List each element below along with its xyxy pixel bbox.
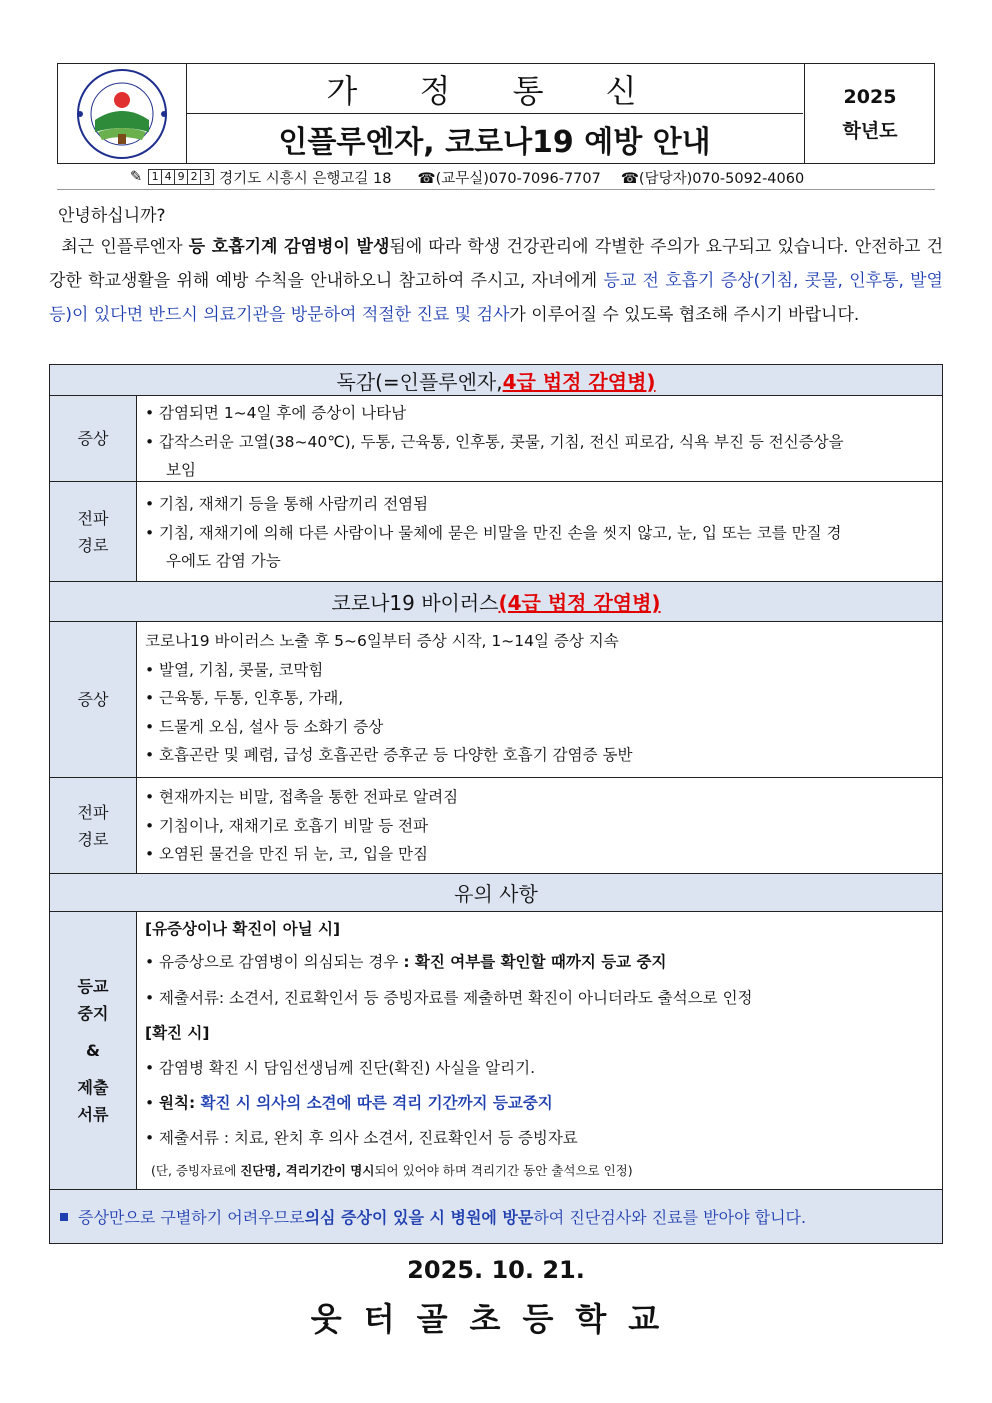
row-label	[50, 778, 137, 873]
list-item-blue: 확진 시 의사의 소견에 따른 격리 기간까지 등교중지	[200, 1094, 553, 1112]
intro-text: 됨에 따라 학생 건강관리에 각별한 주의가 요구되고 있습니다. 안전하고 건강한 학교생활을 위해 예방 수칙을 안내하오니 참고하여 주시고, 자녀에게	[49, 237, 944, 291]
office-phone: ☎(교무실)070-7096-7707	[417, 170, 601, 187]
list-item-continued: 보임	[166, 461, 196, 479]
covid-routes	[137, 778, 942, 873]
label-line: 경로	[77, 535, 109, 555]
year-suffix: 학년도	[842, 119, 898, 142]
school-logo	[58, 64, 187, 163]
covid-symptoms-row	[50, 621, 942, 777]
covid-symptoms	[137, 622, 942, 777]
sub-heading: [유증상이나 확진이 아닐 시]	[145, 920, 341, 938]
notice-bar	[50, 1189, 942, 1243]
row-label	[50, 482, 137, 581]
label-line: 중지	[77, 1004, 109, 1023]
label-line: 등교	[77, 977, 109, 996]
newsletter-title: 가 정 통 신	[186, 64, 803, 114]
zip-digit: 1	[148, 169, 162, 185]
list-item-text: 현재까지는 비말, 접촉을 통한 전파로 알려짐	[159, 788, 459, 806]
list-item: • 감염병 확진 시 담임선생님께 진단(확진) 사실을 알리기.	[145, 1059, 535, 1077]
intro-bold: 등 호흡기계 감염병이 발생	[188, 237, 390, 257]
list-item-text: 기침, 재채기에 의해 다른 사람이나 물체에 묻은 비말을 만진 손을 씻지 않고, 눈, 입 또는 코를 만질 경	[159, 523, 842, 542]
list-item-text: 호흡곤란 및 폐렴, 급성 호흡곤란 증후군 등 다양한 호흡기 감염증 동반	[159, 746, 633, 764]
notice-text: 증상만으로 구별하기 어려우므로	[78, 1208, 305, 1227]
intro-text: 최근 인플루엔자	[61, 237, 189, 257]
list-item: • 제출서류: 소견서, 진료확인서 등 증빙자료를 제출하면 확진이 아니더라도 출석으로 인정	[145, 989, 753, 1007]
list-item-text: 제출서류: 소견서, 진료확인서 등 증빙자료를 제출하면 확진이 아니더라도 출석으로 인정	[159, 989, 753, 1007]
zip-code	[148, 169, 213, 185]
label-line: 경로	[77, 829, 109, 849]
flu-symptoms-row	[50, 395, 942, 481]
label-line: &	[86, 1041, 100, 1060]
label-line: 전파	[77, 802, 109, 822]
covid-heading-text: 코로나19 바이러스	[331, 591, 499, 615]
list-item-bold: 원칙:	[159, 1094, 201, 1112]
list-item: • 기침, 재채기에 의해 다른 사람이나 물체에 묻은 비말을 만진 손을 씻지 않고, 눈, 입 또는 코를 만질 경	[145, 523, 842, 542]
staff-phone: ☎(담당자)070-5092-4060	[620, 170, 805, 187]
list-item: • 오염된 물건을 만진 뒤 눈, 코, 입을 만짐	[145, 845, 428, 863]
list-item: • 원칙: 확진 시 의사의 소견에 따른 격리 기간까지 등교중지	[145, 1094, 553, 1112]
caution-heading: 유의 사항	[50, 873, 942, 911]
address-line	[130, 166, 804, 188]
covid-heading	[50, 581, 942, 621]
list-item-continued: 우에도 감염 가능	[166, 552, 281, 570]
sub-heading: [확진 시]	[145, 1024, 210, 1042]
notice-text: 하여 진단검사와 진료를 받아야 합니다.	[533, 1208, 807, 1227]
flu-routes-row	[50, 481, 942, 581]
intro-text: 가 이루어질 수 있도록 협조해 주시기 바랍니다.	[509, 305, 860, 325]
zip-digit: 2	[187, 169, 201, 185]
zip-digit: 9	[174, 169, 188, 185]
covid-heading-red: (4급 법정 감염병)	[498, 591, 661, 615]
list-item-bold: : 확진 여부를 확인할 때까지 등교 중지	[403, 953, 667, 971]
document-title: 인플루엔자, 코로나19 예방 안내	[278, 124, 711, 160]
flu-heading-red: 4급 법정 감염병)	[502, 369, 656, 394]
list-item-text: 감염병 확진 시 담임선생님께 진단(확진) 사실을 알리기.	[159, 1059, 535, 1077]
row-label	[50, 912, 137, 1189]
footnote	[145, 1156, 934, 1186]
list-item: • 현재까지는 비말, 접촉을 통한 전파로 알려짐	[145, 788, 459, 806]
list-item-text: 근육통, 두통, 인후통, 가래,	[159, 689, 344, 707]
flu-symptoms	[137, 396, 942, 481]
list-item-text: 갑작스러운 고열(38~40℃), 두통, 근육통, 인후통, 콧물, 기침, 전신 피로감, 식욕 부진 등 전신증상을	[159, 432, 844, 451]
zip-digit: 3	[200, 169, 214, 185]
list-item: • 드물게 오심, 설사 등 소화기 증상	[145, 717, 384, 736]
symptoms-intro: 코로나19 바이러스 노출 후 5~6일부터 증상 시작, 1~14일 증상 지속	[145, 632, 619, 650]
list-item: • 근육통, 두통, 인후통, 가래,	[145, 689, 344, 707]
greeting: 안녕하십니까?	[58, 206, 166, 226]
covid-routes-row	[50, 777, 942, 873]
label-line: 서류	[77, 1105, 109, 1124]
list-item-text: 유증상으로 감염병이 의심되는 경우	[159, 953, 404, 971]
issue-date: 2025. 10. 21.	[407, 1256, 585, 1284]
list-item-text: 드물게 오심, 설사 등 소화기 증상	[159, 717, 384, 736]
header-box	[57, 63, 935, 164]
flu-heading	[50, 365, 942, 395]
row-label: 증상	[50, 622, 137, 777]
street-address: 경기도 시흥시 은행고길 18	[219, 170, 392, 187]
list-item: • 기침, 재채기 등을 통해 사람끼리 전염됨	[145, 495, 429, 513]
square-bullet-icon	[60, 1213, 68, 1221]
caution-row	[50, 911, 942, 1189]
list-item: • 기침이나, 재채기로 호흡기 비말 등 전파	[145, 816, 429, 835]
footnote-bold: 진단명, 격리기간이 명시	[240, 1163, 375, 1178]
label-line: 제출	[77, 1078, 109, 1097]
notice-bold: 의심 증상이 있을 시 병원에 방문	[304, 1208, 534, 1227]
list-item: • 갑작스러운 고열(38~40℃), 두통, 근육통, 인후통, 콧물, 기침, 전신 피로감, 식욕 부진 등 전신증상을	[145, 432, 844, 451]
list-item: • 유증상으로 감염병이 의심되는 경우 : 확진 여부를 확인할 때까지 등교 중지	[145, 953, 667, 971]
list-item-text: 기침이나, 재채기로 호흡기 비말 등 전파	[159, 816, 429, 835]
mail-icon: ✎	[130, 169, 143, 185]
list-item-text: 제출서류 : 치료, 완치 후 의사 소견서, 진료확인서 등 증빙자료	[159, 1129, 578, 1147]
list-item: • 호흡곤란 및 폐렴, 급성 호흡곤란 증후군 등 다양한 호흡기 감염증 동반	[145, 746, 633, 764]
year-number: 2025	[843, 85, 897, 108]
list-item: • 제출서류 : 치료, 완치 후 의사 소견서, 진료확인서 등 증빙자료	[145, 1129, 578, 1147]
list-item-text: 기침, 재채기 등을 통해 사람끼리 전염됨	[159, 495, 429, 513]
school-year	[804, 64, 935, 163]
intro-blue: 등교 전 호흡기 증상(기침, 콧물, 인후통, 발열 등)이 있다면 반드시 의료기관을 방문하여 적절한 진료 및 검사	[49, 271, 943, 325]
label-line: 전파	[77, 508, 109, 528]
list-item-text: 감염되면 1~4일 후에 증상이 나타남	[159, 404, 407, 422]
flu-heading-text: 독감(=인플루엔자,	[336, 369, 503, 394]
intro-paragraph	[49, 230, 943, 332]
info-table	[49, 364, 943, 1244]
zip-digit: 4	[161, 169, 175, 185]
list-item: • 감염되면 1~4일 후에 증상이 나타남	[145, 404, 407, 422]
flu-routes	[137, 482, 942, 581]
row-label: 증상	[50, 396, 137, 481]
caution-content	[137, 912, 942, 1189]
school-name: 웃터골초등학교	[310, 1300, 682, 1338]
list-item-text: 오염된 물건을 만진 뒤 눈, 코, 입을 만짐	[159, 845, 428, 863]
list-item: • 발열, 기침, 콧물, 코막힘	[145, 660, 324, 679]
list-item-text: 발열, 기침, 콧물, 코막힘	[159, 660, 324, 679]
divider	[57, 189, 935, 190]
footnote-text: 되어 있어야 하며 격리기간 동안 출석으로 인정)	[374, 1163, 633, 1178]
footnote-text: (단, 증빙자료에	[151, 1163, 241, 1178]
